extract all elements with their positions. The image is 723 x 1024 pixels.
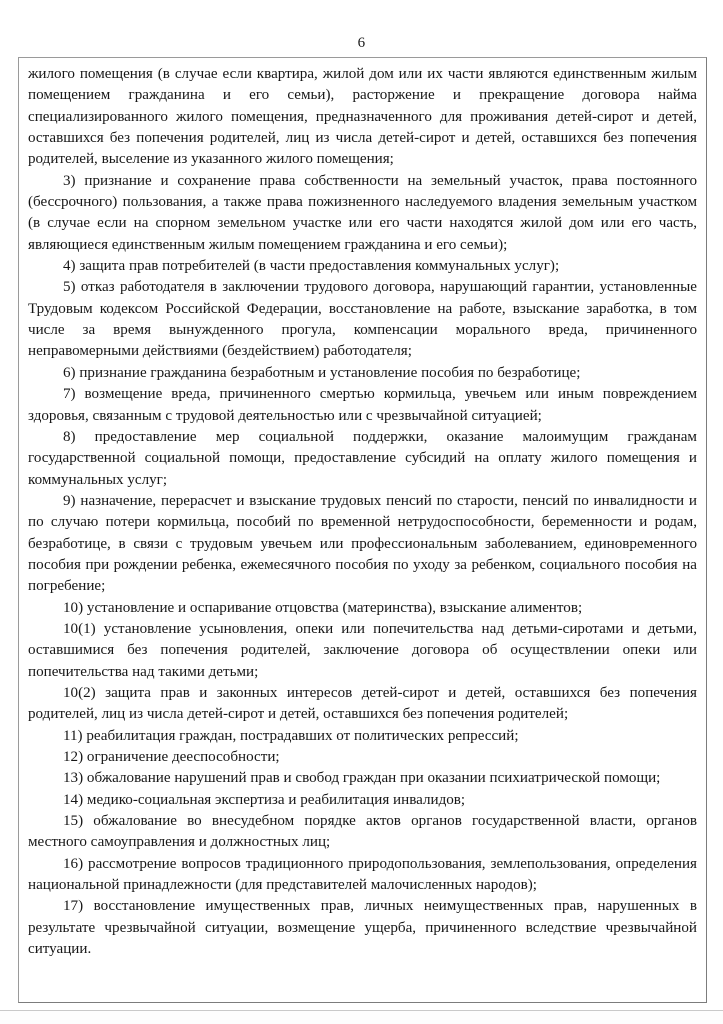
paragraph-p-continued: жилого помещения (в случае если квартира, жилой дом или их части являются единственным жилым помещением гражданина и его семьи), расторжение и прекращение договора найма специализированного жилого помещения, предназначенного для проживания детей-сирот и детей, оставшихся без попечения родителей, лиц из числа детей-сирот и детей, оставшихся без попечения родителей, выселение из указанного жилого помещения; bbox=[28, 66, 697, 168]
paragraph-item-17: 17) восстановление имущественных прав, личных неимущественных прав, нарушенных в результате чрезвычайной ситуации, возмещение ущерба, причиненного вследствие чрезвычайной ситуации. bbox=[28, 898, 697, 958]
paragraph-item-14: 14) медико-социальная экспертиза и реабилитация инвалидов; bbox=[63, 791, 466, 808]
paragraph-item-7: 7) возмещение вреда, причиненного смертью кормильца, увечьем или иным повреждением здоровья, связанным с трудовой деятельностью или с чрезвычайной ситуацией; bbox=[28, 386, 697, 424]
paragraph-item-10-1: 10(1) установление усыновления, опеки или попечительства над детьми-сиротами и детьми, оставшимися без попечения родителей, заключение договора об осуществлении опеки или попечительства над такими детьми; bbox=[28, 620, 697, 680]
paragraph-item-9: 9) назначение, перерасчет и взыскание трудовых пенсий по старости, пенсий по инвалидности и по случаю потери кормильца, пособий по временной нетрудоспособности, беременности и родам, безработице, в связи с трудовым увечьем или профессиональным заболеванием, единовременного пособия при рождении ребенка, ежемесячного пособия по уходу за ребенком, социального пособия на погребение; bbox=[28, 492, 697, 595]
paragraph-item-10-2: 10(2) защита прав и законных интересов детей-сирот и детей, оставшихся без попечения родителей, лиц из числа детей-сирот и детей, оставшихся без попечения родителей; bbox=[28, 684, 697, 723]
page-number: 6 bbox=[357, 35, 366, 51]
text-frame bbox=[18, 57, 707, 1003]
paragraph-item-12: 12) ограничение дееспособности; bbox=[63, 749, 280, 765]
paragraph-item-8: 8) предоставление мер социальной поддержки, оказание малоимущим гражданам государственной социальной помощи, предоставление субсидий на оплату жилого помещения и коммунальных услуг; bbox=[28, 428, 697, 488]
paragraph-item-11: 11) реабилитация граждан, пострадавших от политических репрессий; bbox=[63, 727, 519, 744]
paragraph-item-15: 15) обжалование во внесудебном порядке актов органов государственной власти, органов местного самоуправления и должностных лиц; bbox=[28, 813, 697, 851]
paragraph-item-16: 16) рассмотрение вопросов традиционного природопользования, землепользования, определения национальной принадлежности (для представителей малочисленных народов); bbox=[28, 855, 697, 894]
paragraph-item-3: 3) признание и сохранение права собственности на земельный участок, права постоянного (бессрочного) пользования, а также права пожизненного наследуемого владения земельным участком (в случае если на спорном земельном участке или его части находятся жилой дом или его часть, являющиеся единственным жилым помещением гражданина и его семьи); bbox=[28, 172, 697, 253]
paragraph-item-4: 4) защита прав потребителей (в части предоставления коммунальных услуг); bbox=[63, 258, 560, 275]
paragraph-item-13: 13) обжалование нарушений прав и свобод граждан при оказании психиатрической помощи; bbox=[63, 770, 661, 787]
sheet-below-area bbox=[0, 1011, 723, 1024]
paragraph-item-6: 6) признание гражданина безработным и установление пособия по безработице; bbox=[63, 364, 581, 381]
paragraph-item-5: 5) отказ работодателя в заключении трудового договора, нарушающий гарантии, установленные Трудовым кодексом Российской Федерации, восстановление на работе, взыскание заработка, в том числе за время вынужденного прогула, компенсации морального вреда, причиненного неправомерными действиями (бездействием) работодателя; bbox=[28, 279, 697, 360]
document-body bbox=[28, 64, 697, 960]
paragraph-item-10: 10) установление и оспаривание отцовства (материнства), взыскание алиментов; bbox=[63, 599, 583, 616]
